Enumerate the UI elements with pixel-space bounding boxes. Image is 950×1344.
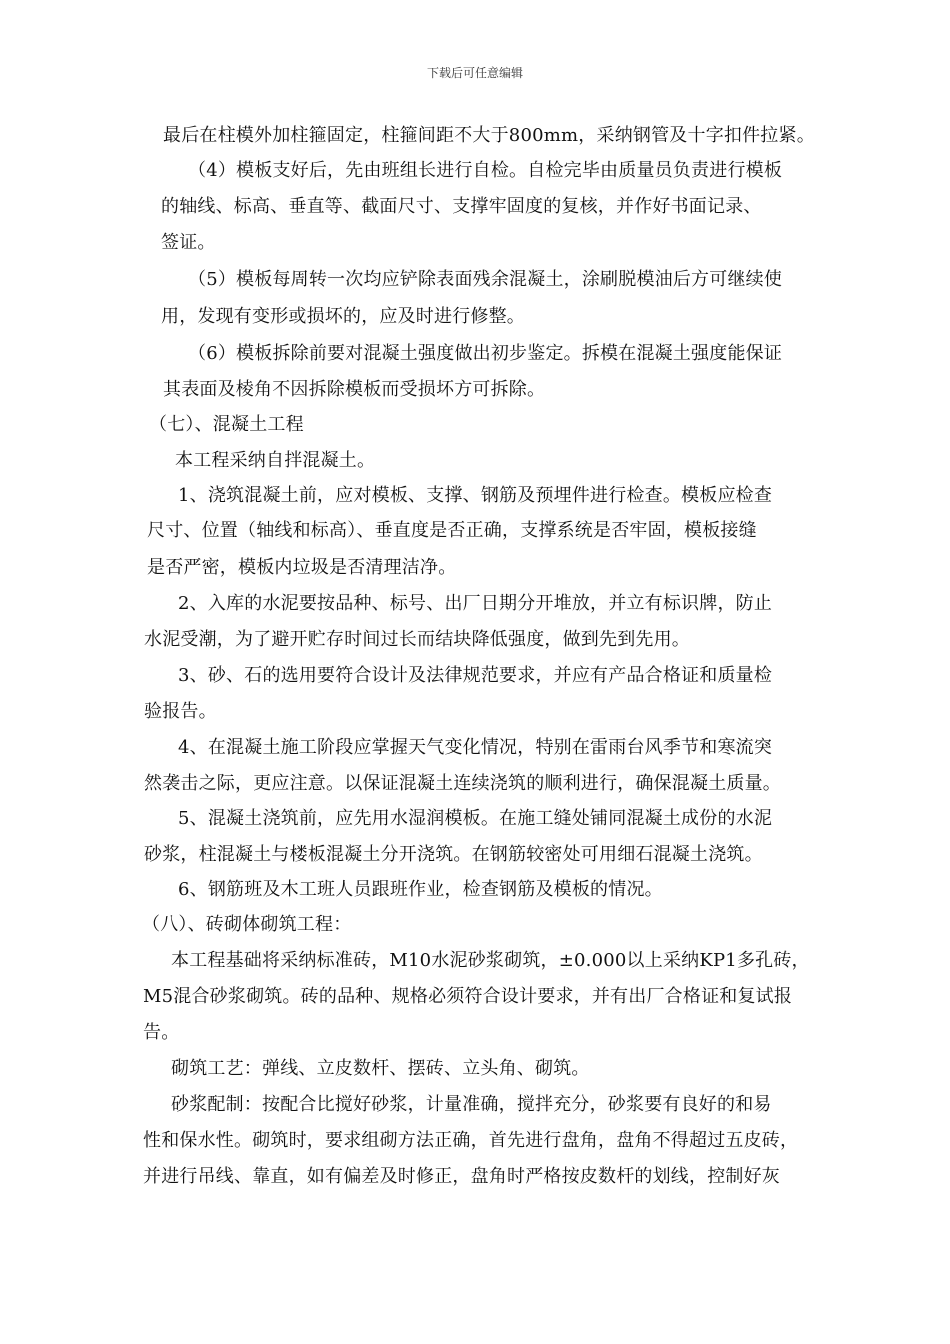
paragraph-line: 的轴线、标高、垂直等、截面尺寸、支撑牢固度的复核，并作好书面记录、 (161, 196, 762, 217)
paragraph-line: 性和保水性。砌筑时，要求组砌方法正确，首先进行盘角，盘角不得超过五皮砖， (143, 1130, 799, 1151)
paragraph-line: 本工程基础将采纳标准砖，M10水泥砂浆砌筑，±0.000以上采纳KP1多孔砖， (171, 950, 810, 971)
paragraph-line: 砂浆，柱混凝土与楼板混凝土分开浇筑。在钢筋较密处可用细石混凝土浇筑。 (144, 844, 763, 865)
paragraph-line: 本工程采纳自拌混凝土。 (175, 450, 376, 471)
page-header: 下载后可任意编辑 (426, 66, 523, 80)
paragraph-line: （5）模板每周转一次均应铲除表面残余混凝土，涂刷脱模油后方可继续使 (188, 269, 783, 290)
paragraph-line: 砂浆配制：按配合比搅好砂浆，计量准确，搅拌充分，砂浆要有良好的和易 (171, 1094, 772, 1115)
paragraph-line: M5混合砂浆砌筑。砖的品种、规格必须符合设计要求，并有出厂合格证和复试报 (143, 986, 793, 1007)
section-heading: （八）、砖砌体砌筑工程： (142, 914, 352, 935)
paragraph-line: 并进行吊线、靠直，如有偏差及时修正，盘角时严格按皮数杆的划线，控制好灰 (143, 1166, 780, 1187)
paragraph-line: 签证。 (161, 232, 216, 253)
paragraph-line: （4）模板支好后，先由班组长进行自检。自检完毕由质量员负责进行模板 (188, 160, 783, 181)
paragraph-line: 尺寸、位置（轴线和标高）、垂直度是否正确，支撑系统是否牢固，模板接缝 (147, 520, 757, 541)
paragraph-line: 3、砂、石的选用要符合设计及法律规范要求，并应有产品合格证和质量检 (178, 665, 773, 686)
paragraph-line: 告。 (143, 1022, 180, 1043)
paragraph-line: 用，发现有变形或损坏的，应及时进行修整。 (161, 306, 525, 327)
paragraph-line: 是否严密，模板内垃圾是否清理洁净。 (147, 557, 457, 578)
paragraph-line: （6）模板拆除前要对混凝土强度做出初步鉴定。拆模在混凝土强度能保证 (188, 343, 783, 364)
paragraph-line: 验报告。 (144, 701, 217, 722)
paragraph-line: 砌筑工艺：弹线、立皮数杆、摆砖、立头角、砌筑。 (171, 1058, 590, 1079)
paragraph-line: 最后在柱模外加柱箍固定，柱箍间距不大于800mm，采纳钢管及十字扣件拉紧。 (163, 125, 815, 146)
paragraph-line: 然袭击之际，更应注意。以保证混凝土连续浇筑的顺利进行，确保混凝土质量。 (144, 773, 781, 794)
paragraph-line: 5、混凝土浇筑前，应先用水湿润模板。在施工缝处铺同混凝土成份的水泥 (178, 808, 773, 829)
paragraph-line: 1、浇筑混凝土前，应对模板、支撑、钢筋及预埋件进行检查。模板应检查 (178, 485, 773, 506)
paragraph-line: 6、钢筋班及木工班人员跟班作业，检查钢筋及模板的情况。 (178, 879, 663, 900)
paragraph-line: 其表面及棱角不因拆除模板而受损坏方可拆除。 (163, 379, 546, 400)
section-heading: （七）、混凝土工程 (149, 414, 304, 435)
paragraph-line: 水泥受潮，为了避开贮存时间过长而结块降低强度，做到先到先用。 (144, 629, 690, 650)
paragraph-line: 2、入库的水泥要按品种、标号、出厂日期分开堆放，并立有标识牌，防止 (178, 593, 773, 614)
paragraph-line: 4、在混凝土施工阶段应掌握天气变化情况，特别在雷雨台风季节和寒流突 (178, 737, 773, 758)
